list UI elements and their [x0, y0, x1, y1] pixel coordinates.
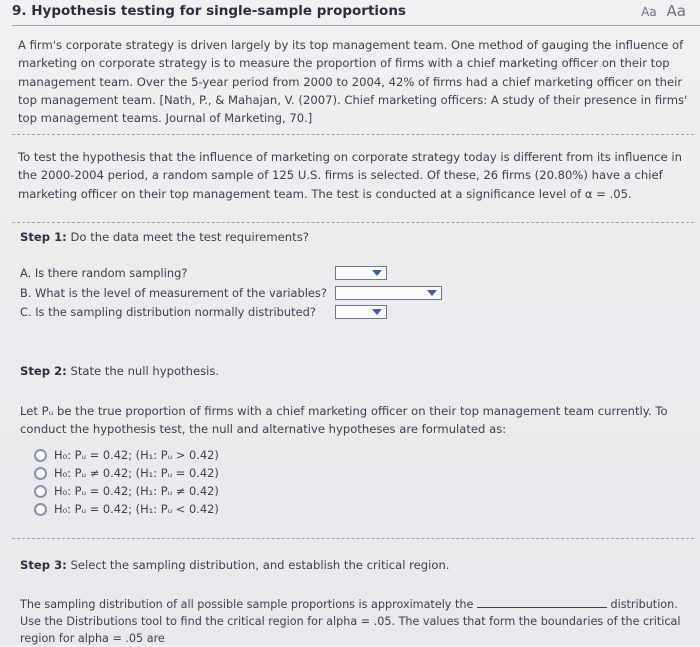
step1-label: Step 1:: [20, 230, 67, 244]
section-divider: [12, 222, 694, 223]
step1-text: Do the data meet the test requirements?: [66, 230, 309, 244]
option-label: H₀: Pᵤ = 0.42; (H₁: Pᵤ ≠ 0.42): [54, 484, 219, 498]
step3-heading: [20, 558, 450, 572]
chevron-down-icon: [372, 270, 382, 276]
step3-label: Step 3:: [20, 558, 67, 572]
step3-text-rest: Use the Distributions tool to find the critical region for alpha = .05. The values that form the boundaries of the critical region for alpha = .05 are: [20, 615, 681, 645]
step1-question-c: C. Is the sampling distribution normally distributed?: [20, 305, 316, 319]
option-label: H₀: Pᵤ = 0.42; (H₁: Pᵤ < 0.42): [54, 502, 219, 516]
setup-paragraph: To test the hypothesis that the influence of marketing on corporate strategy today is different from its influence in the 2000-2004 period, a random sample of 125 U.S. firms is selected. Of these, 26 firms (20.80%) have a chief marketing officer on their top management team. The test is conducted at a significance level of α = .05.: [18, 150, 682, 201]
radio-button[interactable]: [34, 503, 47, 516]
random-sampling-dropdown[interactable]: [335, 266, 387, 280]
option-label: H₀: Pᵤ ≠ 0.42; (H₁: Pᵤ = 0.42): [54, 466, 219, 480]
step2-paragraph: Let Pᵤ be the true proportion of firms with a chief marketing officer on their top management team currently. To conduct the hypothesis test, the null and alternative hypotheses are formulated as:: [20, 404, 668, 437]
chevron-down-icon: [427, 290, 437, 296]
option-label: H₀: Pᵤ = 0.42; (H₁: Pᵤ > 0.42): [54, 448, 219, 462]
radio-button[interactable]: [34, 485, 47, 498]
font-size-controls: [641, 2, 686, 20]
step2-text: State the null hypothesis.: [66, 364, 220, 378]
distribution-answer-blank[interactable]: [477, 597, 607, 608]
font-decrease-button[interactable]: Aa: [641, 5, 657, 19]
step3-text-end: distribution.: [610, 598, 678, 611]
level-of-measurement-dropdown[interactable]: [335, 286, 442, 300]
step1-heading: [20, 230, 309, 244]
radio-button[interactable]: [34, 449, 47, 462]
section-divider: [12, 134, 694, 135]
step3-text-start: The sampling distribution of all possible sample proportions is approximately the: [20, 598, 474, 611]
section-divider: [12, 538, 694, 539]
radio-button[interactable]: [34, 467, 47, 480]
question-title: 9. Hypothesis testing for single-sample proportions: [12, 3, 406, 19]
font-increase-button[interactable]: Aa: [666, 2, 686, 20]
step3-paragraph: [20, 596, 696, 647]
step1-question-b: B. What is the level of measurement of the variables?: [20, 286, 327, 300]
intro-paragraph: A firm's corporate strategy is driven largely by its top management team. One method of gauging the influence of marketing on corporate strategy is to measure the proportion of firms with a chief marketing officer on their top management team. Over the 5-year period from 2000 to 2004, 42% of firms had a chief marketing officer on their top management team. [Nath, P., & Mahajan, V. (2007). Chief marketing officers: A study of their presence in firms' top management teams. Journal of Marketing, 70.]: [18, 38, 688, 126]
normal-distribution-dropdown[interactable]: [335, 305, 387, 319]
chevron-down-icon: [372, 309, 382, 315]
step2-heading: [20, 364, 219, 378]
step1-question-a: A. Is there random sampling?: [20, 266, 188, 280]
step2-label: Step 2:: [20, 364, 67, 378]
step3-text: Select the sampling distribution, and establish the critical region.: [66, 558, 450, 572]
title-divider: [12, 25, 700, 26]
